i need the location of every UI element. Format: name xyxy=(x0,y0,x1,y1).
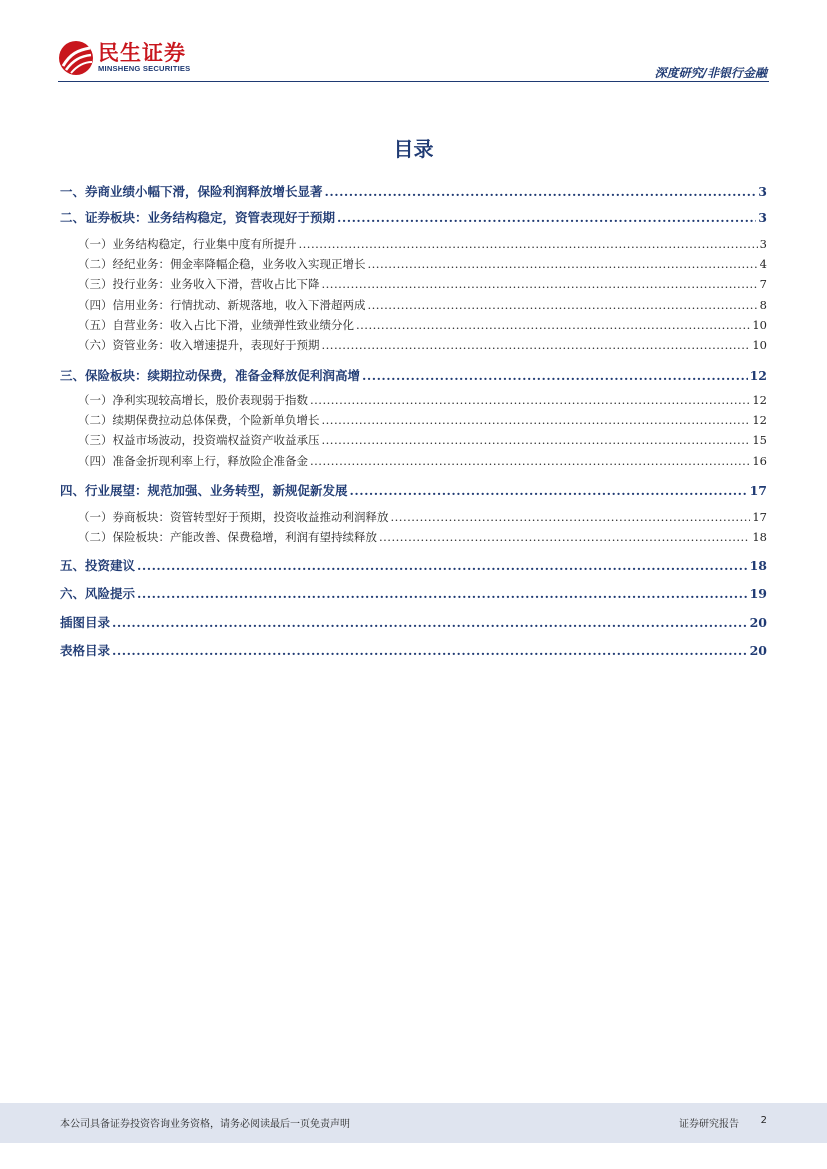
toc-leader-dots xyxy=(322,338,751,352)
toc-entry-subsection[interactable] xyxy=(60,432,767,448)
toc-entry-text: （一）业务结构稳定，行业集中度有所提升 xyxy=(78,237,297,251)
toc-entry-text: 六、风险提示 xyxy=(60,586,136,601)
toc-entry-section[interactable] xyxy=(60,366,767,384)
toc-entry-subsection[interactable] xyxy=(60,392,767,408)
toc-entry-text: 四、行业展望：规范加强、业务转型，新规促新发展 xyxy=(60,483,348,498)
toc-leader-dots xyxy=(368,298,758,312)
toc-entry-page: 20 xyxy=(749,615,767,630)
toc-entry-page: 18 xyxy=(749,558,767,573)
toc-leader-dots xyxy=(137,558,748,573)
toc-entry-subsection[interactable] xyxy=(60,276,767,292)
toc-entry-text: （二）经纪业务：佣金率降幅企稳，业务收入实现正增长 xyxy=(78,257,366,271)
toc-leader-dots xyxy=(112,615,748,630)
toc-entry-subsection[interactable] xyxy=(60,337,767,353)
report-type-label: 深度研究/非银行金融 xyxy=(654,66,767,80)
toc-entry-subsection[interactable] xyxy=(60,412,767,428)
toc-entry-section[interactable] xyxy=(60,182,767,200)
toc-title: 目录 xyxy=(393,137,434,161)
logo-chinese-name: 民生证券 xyxy=(98,41,186,65)
toc-leader-dots xyxy=(368,257,758,271)
toc-entry-page: 12 xyxy=(752,413,767,427)
toc-entry-section[interactable] xyxy=(60,556,767,574)
toc-entry-page: 8 xyxy=(759,298,767,312)
logo-english-name: MINSHENG SECURITIES xyxy=(98,64,191,73)
footer-page-number: 2 xyxy=(760,1115,767,1126)
toc-entry-text: 二、证券板块：业务结构稳定，资管表现好于预期 xyxy=(60,210,336,225)
footer-disclaimer: 本公司具备证券投资咨询业务资格，请务必阅读最后一页免责声明 xyxy=(60,1119,350,1130)
toc-entry-page: 17 xyxy=(749,483,767,498)
toc-leader-dots xyxy=(337,210,756,225)
toc-leader-dots xyxy=(299,237,758,251)
toc-entry-page: 10 xyxy=(752,318,767,332)
toc-entry-section[interactable] xyxy=(60,481,767,499)
company-logo xyxy=(58,38,190,78)
toc-leader-dots xyxy=(391,510,751,524)
toc-leader-dots xyxy=(356,318,750,332)
toc-entry-text: （二）保险板块：产能改善、保费稳增，利润有望持续释放 xyxy=(78,530,377,544)
toc-entry-section[interactable] xyxy=(60,584,767,602)
toc-entry-subsection[interactable] xyxy=(60,509,767,525)
toc-entry-page: 3 xyxy=(759,237,767,251)
toc-entry-section[interactable] xyxy=(60,613,767,631)
footer-doc-type: 证券研究报告 xyxy=(679,1119,739,1130)
toc-leader-dots xyxy=(362,368,748,383)
toc-entry-page: 7 xyxy=(759,277,767,291)
toc-leader-dots xyxy=(310,393,750,407)
toc-entry-text: （六）资管业务：收入增速提升，表现好于预期 xyxy=(78,338,320,352)
page-footer xyxy=(0,1103,827,1143)
toc-entry-text: 插图目录 xyxy=(60,615,111,630)
toc-entry-text: （一）净利实现较高增长，股价表现弱于指数 xyxy=(78,393,308,407)
toc-entry-subsection[interactable] xyxy=(60,453,767,469)
toc-entry-text: （一）券商板块：资管转型好于预期，投资收益推动利润释放 xyxy=(78,510,389,524)
toc-entry-page: 16 xyxy=(752,454,767,468)
toc-leader-dots xyxy=(137,586,748,601)
toc-leader-dots xyxy=(310,454,750,468)
toc-entry-text: 五、投资建议 xyxy=(60,558,136,573)
toc-entry-text: 表格目录 xyxy=(60,643,111,658)
toc-entry-page: 15 xyxy=(752,433,767,447)
toc-leader-dots xyxy=(350,483,748,498)
toc-entry-text: （五）自营业务：收入占比下滑，业绩弹性致业绩分化 xyxy=(78,318,354,332)
toc-entry-page: 12 xyxy=(749,368,767,383)
toc-entry-subsection[interactable] xyxy=(60,256,767,272)
toc-entry-subsection[interactable] xyxy=(60,236,767,252)
toc-entry-page: 3 xyxy=(758,210,767,225)
toc-entry-section[interactable] xyxy=(60,641,767,659)
toc-entry-text: （四）信用业务：行情扰动、新规落地，收入下滑超两成 xyxy=(78,298,366,312)
toc-entry-subsection[interactable] xyxy=(60,529,767,545)
toc-leader-dots xyxy=(379,530,750,544)
header-divider xyxy=(58,81,769,82)
toc-entry-subsection[interactable] xyxy=(60,317,767,333)
toc-entry-text: （三）投行业务：业务收入下滑，营收占比下降 xyxy=(78,277,320,291)
toc-entry-page: 17 xyxy=(752,510,767,524)
toc-leader-dots xyxy=(322,413,751,427)
toc-entry-page: 3 xyxy=(758,184,767,199)
toc-entry-text: （三）权益市场波动，投资端权益资产收益承压 xyxy=(78,433,320,447)
minsheng-logo-icon xyxy=(58,40,94,76)
toc-leader-dots xyxy=(322,433,751,447)
toc-entry-page: 18 xyxy=(752,530,767,544)
toc-entry-page: 19 xyxy=(749,586,767,601)
toc-entry-subsection[interactable] xyxy=(60,297,767,313)
toc-leader-dots xyxy=(322,277,758,291)
toc-entry-section[interactable] xyxy=(60,208,767,226)
toc-entry-page: 12 xyxy=(752,393,767,407)
toc-entry-page: 10 xyxy=(752,338,767,352)
toc-entry-text: （四）准备金折现利率上行，释放险企准备金 xyxy=(78,454,308,468)
toc-entry-text: 一、券商业绩小幅下滑，保险利润释放增长显著 xyxy=(60,184,323,199)
toc-leader-dots xyxy=(325,184,757,199)
toc-leader-dots xyxy=(112,643,748,658)
page-header xyxy=(0,0,827,80)
toc-entry-page: 20 xyxy=(749,643,767,658)
toc-entry-text: 三、保险板块：续期拉动保费，准备金释放促利润高增 xyxy=(60,368,361,383)
toc-entry-text: （二）续期保费拉动总体保费，个险新单负增长 xyxy=(78,413,320,427)
toc-entry-page: 4 xyxy=(759,257,767,271)
